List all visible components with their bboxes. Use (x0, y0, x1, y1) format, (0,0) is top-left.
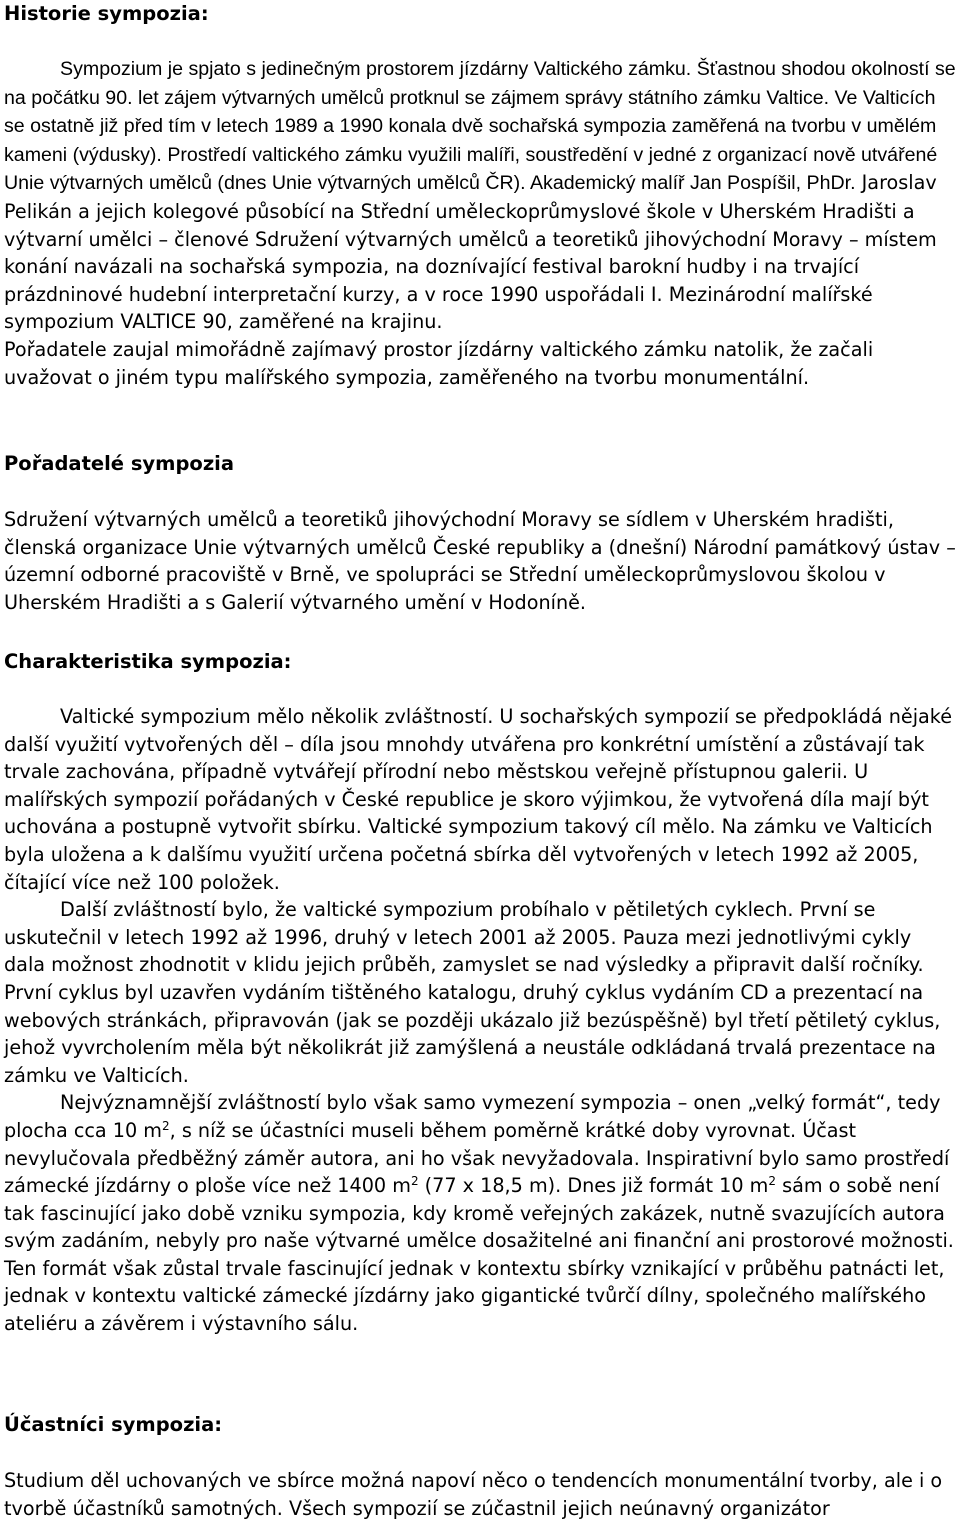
section-historie-body (4, 55, 958, 391)
paragraph-poradatele-1: Sdružení výtvarných umělců a teoretiků jihovýchodní Moravy se sídlem v Uherském hradišti, členská organizace Unie výtvarných umělců České republiky a (dnešní) Národní památkový ústav – územní odborné pracoviště v Brně, ve spolupráci se Střední uměleckoprůmyslovou školou v Uherském Hradišti a s Galerií výtvarného umění v Hodoníně. (4, 508, 956, 614)
heading-poradatele: Pořadatelé sympozia (4, 452, 235, 475)
paragraph-charakteristika-3-c: (77 x 18,5 m). Dnes již formát 10 m (418, 1174, 769, 1198)
paragraph-charakteristika-1: Valtické sympozium mělo několik zvláštností. U sochařských sympozií se předpokládá nějaké další využití vytvořených děl – díla jsou mnohdy utvářena pro konkrétní umístění a zůstávají tak trvale zachována, případně vytvářejí přírodní nebo městskou veřejně přístupnou galerii. U malířských sympozií pořádaných v České republice je skoro výjimkou, že vytvořená díla mají být uchována a postupně vytvořit sbírku. Valtické sympozium takový cíl mělo. Na zámku ve Valticích byla uložena a k dalšímu využití určena početná sbírka děl vytvořených v letech 1992 až 2005, čítající více než 100 položek. (4, 705, 953, 894)
heading-ucastnici: Účastníci sympozia: (4, 1413, 223, 1436)
paragraph-ucastnici-1: Studium děl uchovaných ve sbírce možná napoví něco o tendencích monumentální tvorby, ale i o tvorbě účastníků samotných. Všech sympozií se zúčastnil jejich neúnavný organizátor (4, 1469, 943, 1520)
heading-historie: Historie sympozia: (4, 2, 209, 25)
section-charakteristika-body (4, 703, 958, 1338)
superscript-squared-2: 2 (410, 1174, 419, 1189)
superscript-squared-1: 2 (161, 1118, 170, 1133)
paragraph-historie-1-part2: Jaroslav Pelikán a jejich kolegové působící na Střední uměleckoprůmyslové škole v Uherském Hradišti a výtvarní umělci – členové Sdružení výtvarných umělců a teoretiků jihovýchodní Moravy – místem konání navázali na sochařská sympozia, na doznívající festival barokní hudby i na trvající prázdninové hudební interpretační kurzy, a v roce 1990 uspořádali I. Mezinárodní malířské sympozium VALTICE 90, zaměřené na krajinu. (4, 171, 937, 334)
heading-charakteristika: Charakteristika sympozia: (4, 650, 292, 673)
paragraph-charakteristika-3-a: Nejvýznamnější zvláštností bylo však samo vymezení sympozia – onen „velký formát“, tedy plocha cca 10 m (4, 1091, 941, 1142)
paragraph-charakteristika-3 (4, 1089, 958, 1337)
paragraph-charakteristika-2: Další zvláštností bylo, že valtické sympozium probíhalo v pětiletých cyklech. První se uskutečnil v letech 1992 až 1996, druhý v letech 2001 až 2005. Pauza mezi jednotlivými cykly dala možnost zhodnotit v klidu jejich průběh, zamyslet se nad výsledky a připravit další ročníky. První cyklus byl uzavřen vydáním tištěného katalogu, druhý cyklus vydáním CD a prezentací na webových stránkách, připravován (jak se později ukázalo již bezúspěšně) byl třetí pětiletý cyklus, jehož vyvrcholením měla být několikrát již zamýšlená a neustále odkládaná trvalá prezentace na zámku ve Valticích. (4, 898, 941, 1087)
paragraph-charakteristika-3-d: sám o sobě není tak fascinující jako době vzniku sympozia, kdy kromě veřejných zakázek, nutně svazujících autora svým zadáním, nebyly pro naše výtvarné umělce dosažitelné ani finanční ani prostorové možnosti. Ten formát však zůstal trvale fascinující jednak v kontextu sbírky vznikající v průběhu patnácti let, jednak v kontextu valtické zámecké jízdárny jako gigantické tvůrčí dílny, společného malířského ateliéru a závěrem i výstavního sálu. (4, 1174, 954, 1336)
paragraph-historie-2: Pořadatele zaujal mimořádně zajímavý prostor jízdárny valtického zámku natolik, že začali uvažovat o jiném typu malířského sympozia, zaměřeného na tvorbu monumentální. (4, 337, 874, 389)
section-ucastnici-body (4, 1467, 958, 1522)
paragraph-charakteristika-3-b: , s níž se účastníci museli během poměrně krátké doby vyrovnat. Účast nevylučovala předběžný záměr autora, ani ho však nevyžadovala. Inspirativní bylo samo prostředí zámecké jízdárny o ploše více než 1400 m (4, 1118, 950, 1198)
paragraph-historie-1-part1: Sympozium je spjato s jedinečným prostorem jízdárny Valtického zámku. Šťastnou shodou okolností se na počátku 90. let zájem výtvarných umělců protknul se zájmem správy státního zámku Valtice. Ve Valticích se ostatně již před tím v letech 1989 a 1990 konala dvě sochařská sympozia zaměřená na tvorbu v umělém kameni (výdusky). Prostředí valtického zámku využili malíři, soustředění v jedné z organizací nově utvářené Unie výtvarných umělců (dnes Unie výtvarných umělců ČR). Akademický malíř Jan Pospíšil, PhDr. (4, 58, 956, 195)
superscript-squared-3: 2 (768, 1174, 776, 1189)
paragraph-historie-1 (4, 55, 958, 336)
section-poradatele-body (4, 506, 958, 616)
